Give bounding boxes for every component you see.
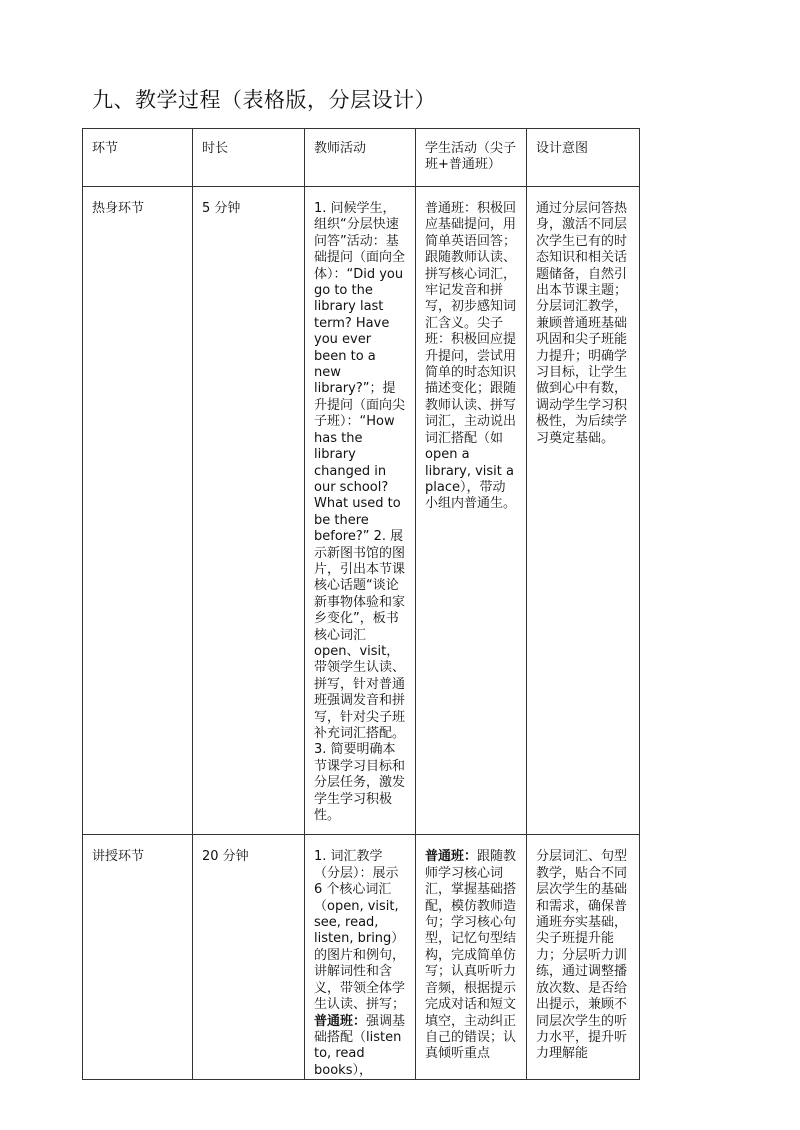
design-intent-cell: 通过分层问答热身，激活不同层次学生已有的时态知识和相关话题储备，自然引出本节课主题；分层词汇教学，兼顾普通班基础巩固和尖子班能力提升；明确学习目标，让学生做到心中有数，调动学生学习积极性，为后续学习奠定基础。 [527,187,640,835]
stage-cell: 热身环节 [83,187,193,835]
student-activity-cell: 普通班：积极回应基础提问，用简单英语回答；跟随教师认读、拼写核心词汇，牢记发音和拼写，初步感知词汇含义。尖子班：积极回应提升提问，尝试用简单的时态知识描述变化；跟随教师认读、拼写词汇，主动说出词汇搭配（如 open a library, visit a place），带动小组内普通生。 [416,187,527,835]
duration-cell: 5 分钟 [193,187,305,835]
stage-cell: 讲授环节 [83,835,193,1080]
teacher-activity-text: 强调基础搭配（listen to, read books）， [314,1013,406,1078]
teacher-activity-text: 1. 词汇教学（分层）：展示 6 个核心词汇（open, visit, see, read, listen, bring）的图片和例句，讲解词性和含义，带领全体学生认读、拼写； [314,849,406,1013]
student-activity-cell [416,835,527,1080]
design-intent-cell: 分层词汇、句型教学，贴合不同层次学生的基础和需求，确保普通班夯实基础，尖子班提升能力；分层听力训练，通过调整播放次数、是否给出提示，兼顾不同层次学生的听力水平，提升听力理解能 [527,835,640,1080]
table-header-row [83,129,640,187]
student-activity-text: 跟随教师学习核心词汇，掌握基础搭配，模仿教师造句；学习核心句型，记忆句型结构，完成简单仿写；认真听听力音频，根据提示完成对话和短文填空，主动纠正自己的错误；认真倾听重点 [425,849,517,1062]
header-cell-design-intent: 设计意图 [527,129,640,187]
teacher-activity-cell [305,835,416,1080]
header-cell-stage: 环节 [83,129,193,187]
table-row [83,835,640,1080]
header-cell-duration: 时长 [193,129,305,187]
teaching-process-table [82,128,640,1080]
table-row [83,187,640,835]
page-title: 九、教学过程（表格版，分层设计） [92,88,436,112]
teacher-activity-cell: 1. 问候学生，组织“分层快速问答”活动：基础提问（面向全体）：“Did you go to the library last term? Have you ever been to a new library?”；提升提问（面向尖子班）：“How has the library changed in our school? What used to be there before?” 2. 展示新图书馆的图片，引出本节课核心话题“谈论新事物体验和家乡变化”，板书核心词汇 open、visit，带领学生认读、拼写，针对普通班强调发音和拼写，针对尖子班补充词汇搭配。3. 简要明确本节课学习目标和分层任务，激发学生学习积极性。 [305,187,416,835]
level-label-regular: 普通班： [425,849,478,865]
duration-cell: 20 分钟 [193,835,305,1080]
level-label-regular: 普通班： [314,1013,367,1029]
header-cell-student-activity: 学生活动（尖子班+普通班） [416,129,527,187]
header-cell-teacher-activity: 教师活动 [305,129,416,187]
